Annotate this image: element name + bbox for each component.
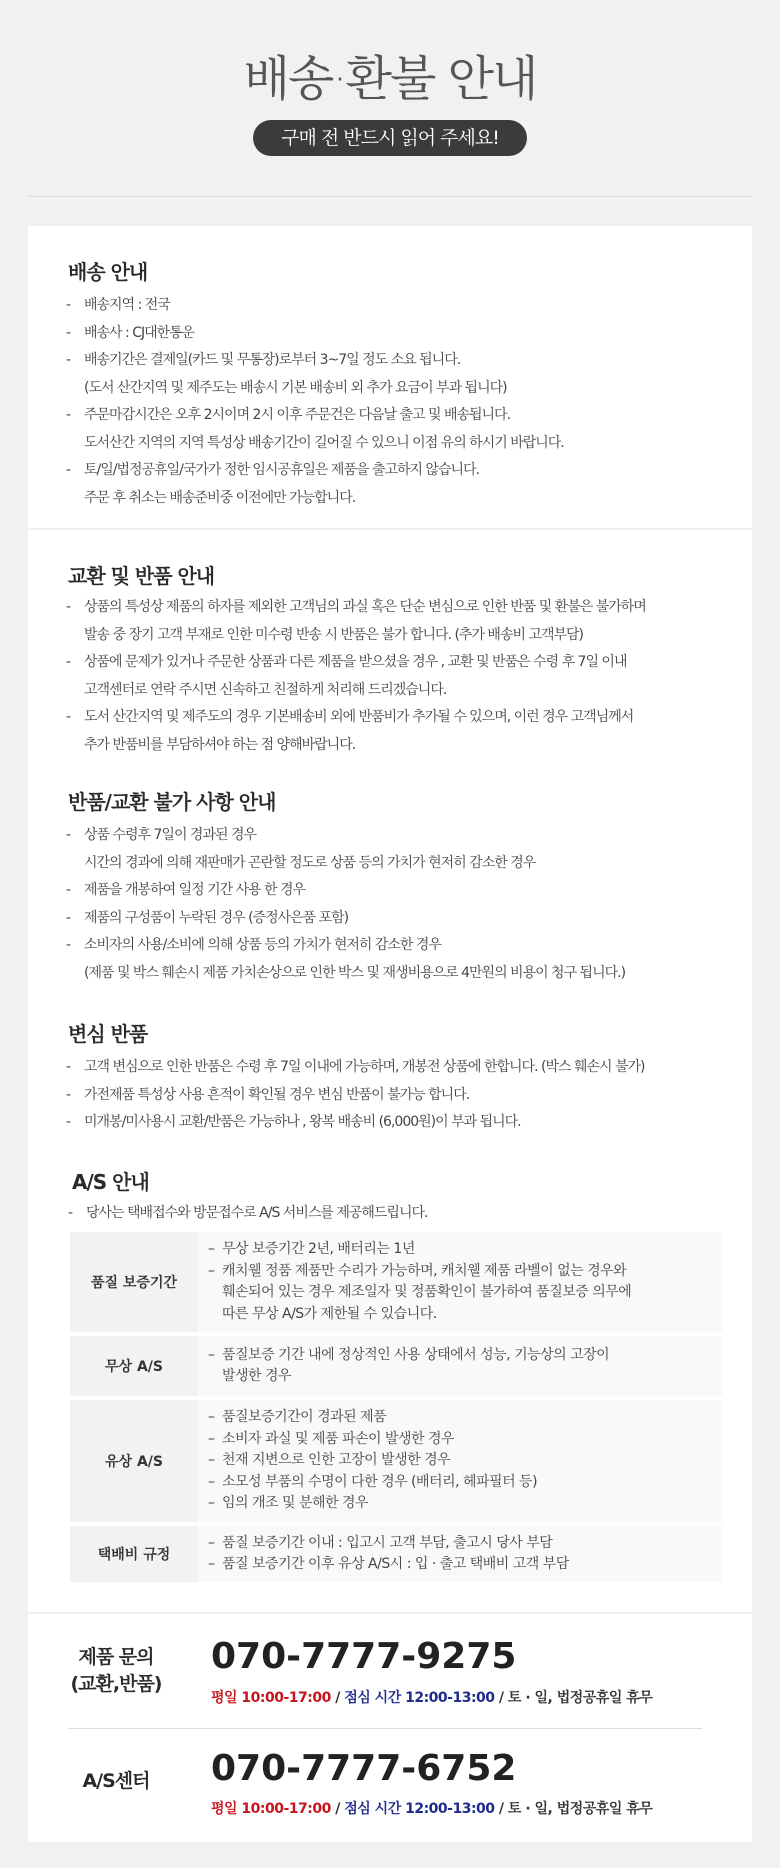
hours-separator: / (494, 1690, 508, 1706)
page-title: 배송·환불 안내 (243, 51, 537, 107)
as-line: – 임의 개조 및 분해한 경우 (208, 1493, 712, 1515)
hours-closed: 토 · 일, 법정공휴일 휴무 (507, 1690, 653, 1706)
no-return-title: 반품/교환 불가 사항 안내 (68, 790, 276, 814)
shipping-title: 배송 안내 (68, 260, 148, 284)
table-row (70, 1232, 722, 1334)
list-item: (도서 산간지역 및 제주도는 배송시 기본 배송비 외 추가 요금이 부과 됩니다) (84, 379, 507, 396)
list-item: 시간의 경과에 의해 재판매가 곤란할 정도로 상품 등의 가치가 현저히 감소한 경우 (84, 854, 536, 871)
list-item: - 상품의 특성상 제품의 하자를 제외한 고객님의 과실 혹은 단순 변심으로 인한 반품 및 환불은 불가하며 (66, 594, 728, 622)
exchange-list (66, 594, 728, 759)
as-row-value (198, 1334, 722, 1398)
as-line: – 품질 보증기간 이내 : 입고시 고객 부담, 출고시 당사 부담 (208, 1533, 712, 1555)
as-table (70, 1232, 722, 1586)
as-line: – 소비자 과실 및 제품 파손이 발생한 경우 (208, 1429, 712, 1451)
as-line: – 천재 지변으로 인한 고장이 발생한 경우 (208, 1450, 712, 1472)
list-item: 발송 중 장기 고객 부재로 인한 미수령 반송 시 반품은 불가 합니다. (추가 배송비 고객부담) (84, 626, 584, 643)
shipping-list (66, 292, 728, 512)
as-row-label: 택배비 규정 (70, 1524, 198, 1584)
as-row-value (198, 1232, 722, 1334)
hours-closed: 토 · 일, 법정공휴일 휴무 (507, 1801, 653, 1817)
list-item: - 당사는 택배접수와 방문접수로 A/S 서비스를 제공해드립니다. (68, 1200, 728, 1228)
contact-label (56, 1644, 176, 1698)
hours-lunch: 점심 시간 12:00-13:00 (344, 1690, 495, 1706)
list-item: 추가 반품비를 부담하셔야 하는 점 양해바랍니다. (84, 736, 356, 753)
hours-lunch: 점심 시간 12:00-13:00 (344, 1801, 495, 1817)
as-line: 훼손되어 있는 경우 제조일자 및 정품확인이 불가하여 품질보증 의무에 (222, 1284, 632, 1300)
policy-card (28, 530, 752, 1612)
list-item: - 토/일/법정공휴일/국가가 정한 임시공휴일은 제품을 출고하지 않습니다. (66, 457, 728, 485)
header (0, 0, 780, 196)
as-line: 발생한 경우 (222, 1368, 292, 1384)
contact-hours (211, 1687, 652, 1707)
list-item: 도서산간 지역의 지역 특성상 배송기간이 길어질 수 있으니 이점 유의 하시기 바랍니다. (84, 434, 564, 451)
list-item: - 배송기간은 결제일(카드 및 무통장)로부터 3~7일 정도 소요 됩니다. (66, 347, 728, 375)
header-divider (28, 196, 752, 197)
contact-label (56, 1768, 176, 1795)
list-item: - 미개봉/미사용시 교환/반품은 가능하나 , 왕복 배송비 (6,000원)이 부과 됩니다. (66, 1109, 728, 1137)
list-item: - 소비자의 사용/소비에 의해 상품 등의 가치가 현저히 감소한 경우 (66, 932, 728, 960)
exchange-title: 교환 및 반품 안내 (68, 564, 215, 588)
change-mind-title: 변심 반품 (68, 1022, 148, 1046)
contact-label-line: A/S센터 (82, 1770, 150, 1792)
list-item: - 주문마감시간은 오후 2시이며 2시 이후 주문건은 다음날 출고 및 배송됩니다. (66, 402, 728, 430)
contact-card (28, 1614, 752, 1842)
contact-label-line: (교환,반품) (70, 1673, 162, 1695)
list-item: - 제품을 개봉하여 일정 기간 사용 한 경우 (66, 877, 728, 905)
as-line: 따른 무상 A/S가 제한될 수 있습니다. (222, 1305, 437, 1322)
table-row (70, 1334, 722, 1398)
as-title: A/S 안내 (72, 1170, 149, 1194)
table-row (70, 1524, 722, 1584)
list-item: - 배송지역 : 전국 (66, 292, 728, 320)
as-line: – 품질 보증기간 이후 유상 A/S시 : 입 · 출고 택배비 고객 부담 (208, 1554, 712, 1576)
hours-separator: / (330, 1690, 345, 1706)
as-row-label: 품질 보증기간 (70, 1232, 198, 1334)
change-mind-list (66, 1054, 728, 1137)
as-line: – 소모성 부품의 수명이 다한 경우 (배터리, 헤파필터 등) (208, 1472, 712, 1494)
as-row-label: 유상 A/S (70, 1398, 198, 1524)
contact-phone[interactable]: 070-7777-9275 (211, 1636, 517, 1677)
list-item: - 상품에 문제가 있거나 주문한 상품과 다른 제품을 받으셨을 경우 , 교환 및 반품은 수령 후 7일 이내 (66, 649, 728, 677)
list-item: - 상품 수령후 7일이 경과된 경우 (66, 822, 728, 850)
as-row-value (198, 1398, 722, 1524)
contact-hours (211, 1798, 652, 1818)
shipping-card (28, 226, 752, 528)
as-row-value (198, 1524, 722, 1584)
hours-separator: / (494, 1801, 508, 1817)
list-item: - 가전제품 특성상 사용 흔적이 확인될 경우 변심 반품이 불가능 합니다. (66, 1082, 728, 1110)
table-row (70, 1398, 722, 1524)
hours-weekday: 평일 10:00-17:00 (211, 1801, 331, 1817)
notice-pill: 구매 전 반드시 읽어 주세요! (253, 120, 527, 156)
contact-phone[interactable]: 070-7777-6752 (211, 1748, 517, 1789)
as-line: – 품질보증 기간 내에 정상적인 사용 상태에서 성능, 기능상의 고장이 (208, 1345, 712, 1367)
no-return-list (66, 822, 728, 987)
list-item: - 배송사 : CJ대한통운 (66, 320, 728, 348)
hours-separator: / (330, 1801, 345, 1817)
list-item: 주문 후 취소는 배송준비중 이전에만 가능합니다. (84, 489, 356, 506)
as-row-label: 무상 A/S (70, 1334, 198, 1398)
as-intro (68, 1200, 728, 1228)
as-line: – 무상 보증기간 2년, 배터리는 1년 (208, 1239, 712, 1261)
contact-row-product (28, 1614, 752, 1724)
hours-weekday: 평일 10:00-17:00 (211, 1690, 331, 1706)
list-item: - 제품의 구성품이 누락된 경우 (증정사은품 포함) (66, 905, 728, 933)
contact-row-as (28, 1728, 752, 1838)
as-line: – 캐치웰 정품 제품만 수리가 가능하며, 캐치웰 제품 라벨이 없는 경우와 (208, 1261, 712, 1283)
list-item: - 도서 산간지역 및 제주도의 경우 기본배송비 외에 반품비가 추가될 수 있으며, 이런 경우 고객님께서 (66, 704, 728, 732)
as-line: – 품질보증기간이 경과된 제품 (208, 1407, 712, 1429)
contact-label-line: 제품 문의 (78, 1646, 154, 1668)
list-item: (제품 및 박스 훼손시 제품 가치손상으로 인한 박스 및 재생비용으로 4만원의 비용이 청구 됩니다.) (84, 964, 626, 981)
list-item: 고객센터로 연락 주시면 신속하고 친절하게 처리해 드리겠습니다. (84, 681, 447, 698)
list-item: - 고객 변심으로 인한 반품은 수령 후 7일 이내에 가능하며, 개봉전 상품에 한합니다. (박스 훼손시 불가) (66, 1054, 728, 1082)
